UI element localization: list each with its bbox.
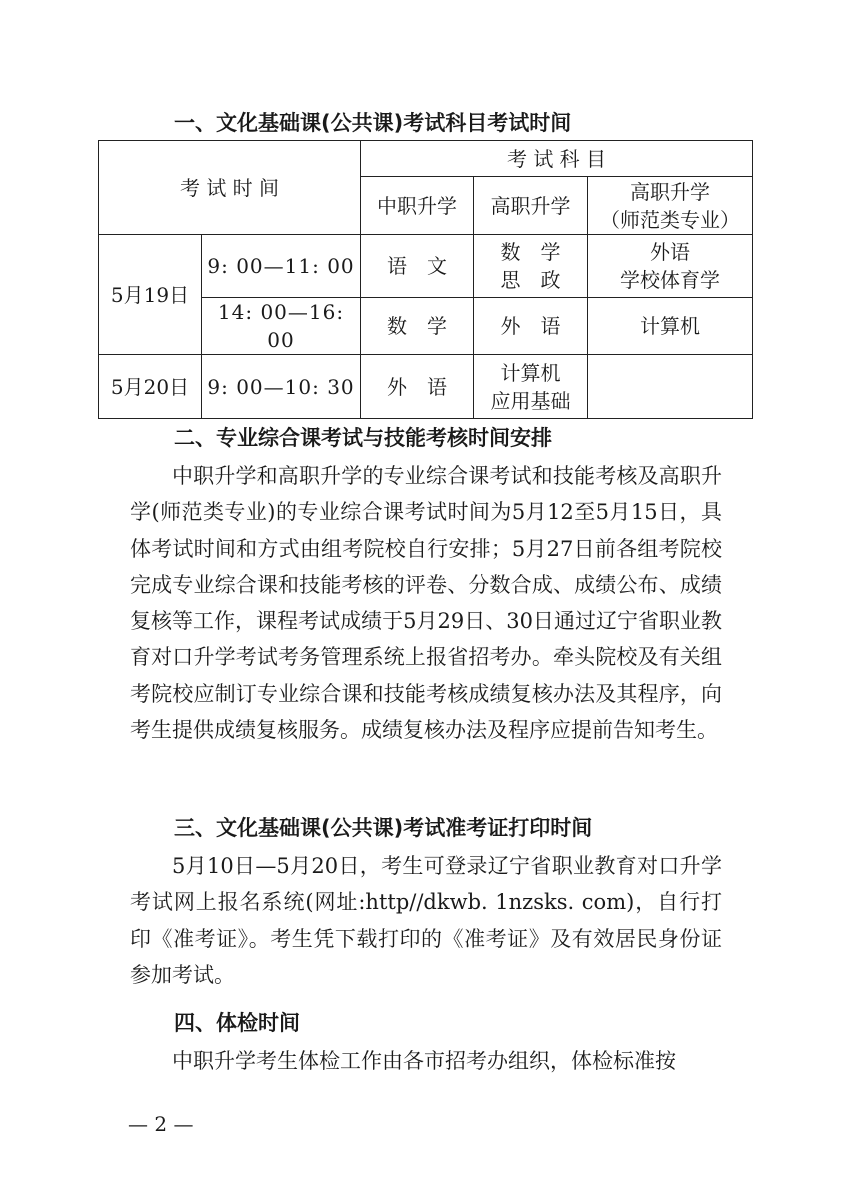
subject-cell-empty (588, 355, 753, 419)
table-row (99, 355, 753, 419)
subject-cell: 语 文 (361, 235, 474, 298)
subject-cell: 外 语 (474, 298, 588, 355)
section-body-2: 中职升学和高职升学的专业综合课考试和技能考核及高职升学(师范类专业)的专业综合课考试时间为5月12至5月15日，具体考试时间和方式由组考院校自行安排；5月27日前各组考院校完成专业综合课和技能考核的评卷、分数合成、成绩公布、成绩复核等工作，课程考试成绩于5月29日、30日通过辽宁省职业教育对口升学考试考务管理系统上报省招考办。牵头院校及有关组考院校应制订专业综合课和技能考核成绩复核办法及其程序，向考生提供成绩复核服务。成绩复核办法及程序应提前告知考生。 (130, 464, 722, 743)
subject-cell: 数 学 思 政 (474, 235, 588, 298)
section-heading-1: 一、文化基础课(公共课)考试科目考试时间 (174, 111, 572, 135)
header-exam-time: 考 试 时 间 (99, 141, 361, 235)
date-cell: 5月20日 (99, 355, 202, 419)
exam-schedule-table (98, 140, 753, 419)
subject-cell: 外 语 (361, 355, 474, 419)
col-header-gaozhi: 高职升学 (474, 177, 588, 235)
col-header-shifan: 高职升学 （师范类专业） (588, 177, 753, 235)
time-cell: 9: 00—10: 30 (202, 355, 361, 419)
section-heading-4: 四、体检时间 (174, 1011, 300, 1035)
subject-cell: 计算机 (588, 298, 753, 355)
header-exam-subject: 考 试 科 目 (361, 141, 753, 177)
date-cell: 5月19日 (99, 235, 202, 355)
section-body-3: 5月10日—5月20日，考生可登录辽宁省职业教育对口升学考试网上报名系统(网址:http//dkwb. 1nzsks. com)，自行打印《准考证》。考生凭下载打印的《准考证》及有效居民身份证参加考试。 (130, 854, 722, 987)
section-heading-2: 二、专业综合课考试与技能考核时间安排 (174, 426, 552, 450)
time-cell: 9: 00—11: 00 (202, 235, 361, 298)
subject-cell: 外语 学校体育学 (588, 235, 753, 298)
time-cell: 14: 00—16: 00 (202, 298, 361, 355)
col-header-zhongzhi: 中职升学 (361, 177, 474, 235)
subject-cell: 计算机 应用基础 (474, 355, 588, 419)
section-body-4: 中职升学考生体检工作由各市招考办组织，体检标准按 (172, 1049, 676, 1073)
table-header-row (99, 141, 753, 177)
table-row (99, 235, 753, 298)
subject-cell: 数 学 (361, 298, 474, 355)
section-heading-3: 三、文化基础课(公共课)考试准考证打印时间 (174, 816, 593, 840)
page-number: — 2 — (128, 1112, 194, 1136)
